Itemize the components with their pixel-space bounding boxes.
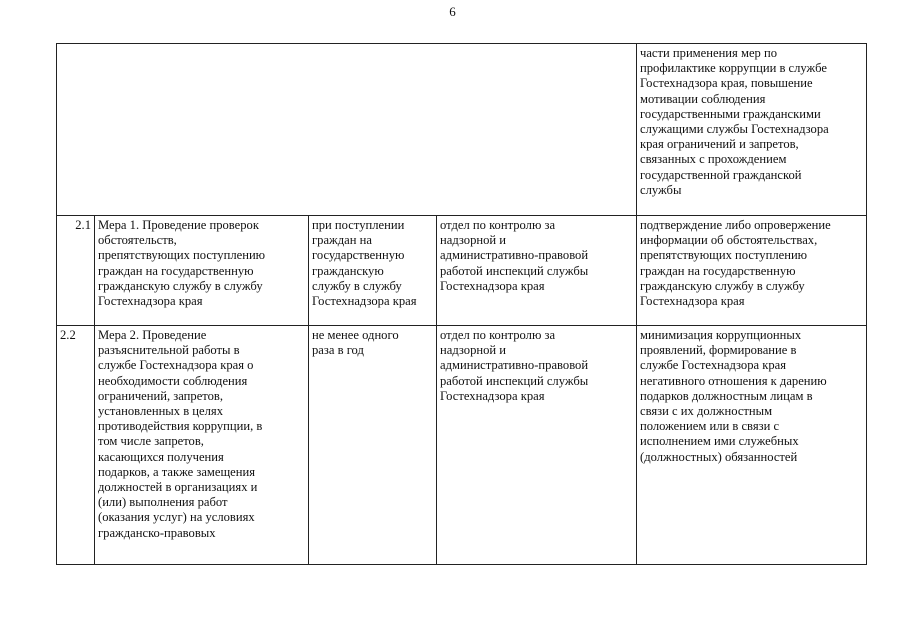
measure-cell: Мера 1. Проведение проверок обстоятельств, препятствующих поступлению граждан на государственную гражданскую службу в службу Гостехнадзора края [95,216,309,326]
result-cell: части применения мер по профилактике коррупции в службе Гостехнадзора края, повышение мотивации соблюдения государственными гражданскими служащими службы Гостехнадзора края ограничений и запретов, связанных с прохождением государственной гражданской службы [637,44,867,216]
term-cell: при поступлении граждан на государственную гражданскую службу в службу Гостехнадзора края [309,216,437,326]
item-number: 2.1 [57,216,95,326]
page-number: 6 [449,4,456,19]
result-cell: подтверждение либо опровержение информации об обстоятельствах, препятствующих поступлению граждан на государственную гражданскую службу в службу Гостехнадзора края [637,216,867,326]
table-row [57,44,867,216]
result-cell: минимизация коррупционных проявлений, формирование в службе Гостехнадзора края негативного отношения к дарению подарков должностным лицам в связи с их должностным положением или в связи с исполнением ими служебных (должностных) обязанностей [637,326,867,565]
measures-table [56,43,867,565]
responsible-cell: отдел по контролю за надзорной и административно-правовой работой инспекций службы Гостехнадзора края [437,216,637,326]
table-row [57,216,867,326]
item-number: 2.2 [57,326,95,565]
responsible-cell: отдел по контролю за надзорной и административно-правовой работой инспекций службы Гостехнадзора края [437,326,637,565]
term-cell: не менее одного раза в год [309,326,437,565]
table-row [57,326,867,565]
measure-cell: Мера 2. Проведение разъяснительной работы в службе Гостехнадзора края о необходимости соблюдения ограничений, запретов, установленных в целях противодействия коррупции, в том числе запретов, касающихся получения подарков, а также замещения должностей в организациях и (или) выполнения работ (оказания услуг) на условиях гражданско-правовых [95,326,309,565]
merged-empty-cell [57,44,637,216]
